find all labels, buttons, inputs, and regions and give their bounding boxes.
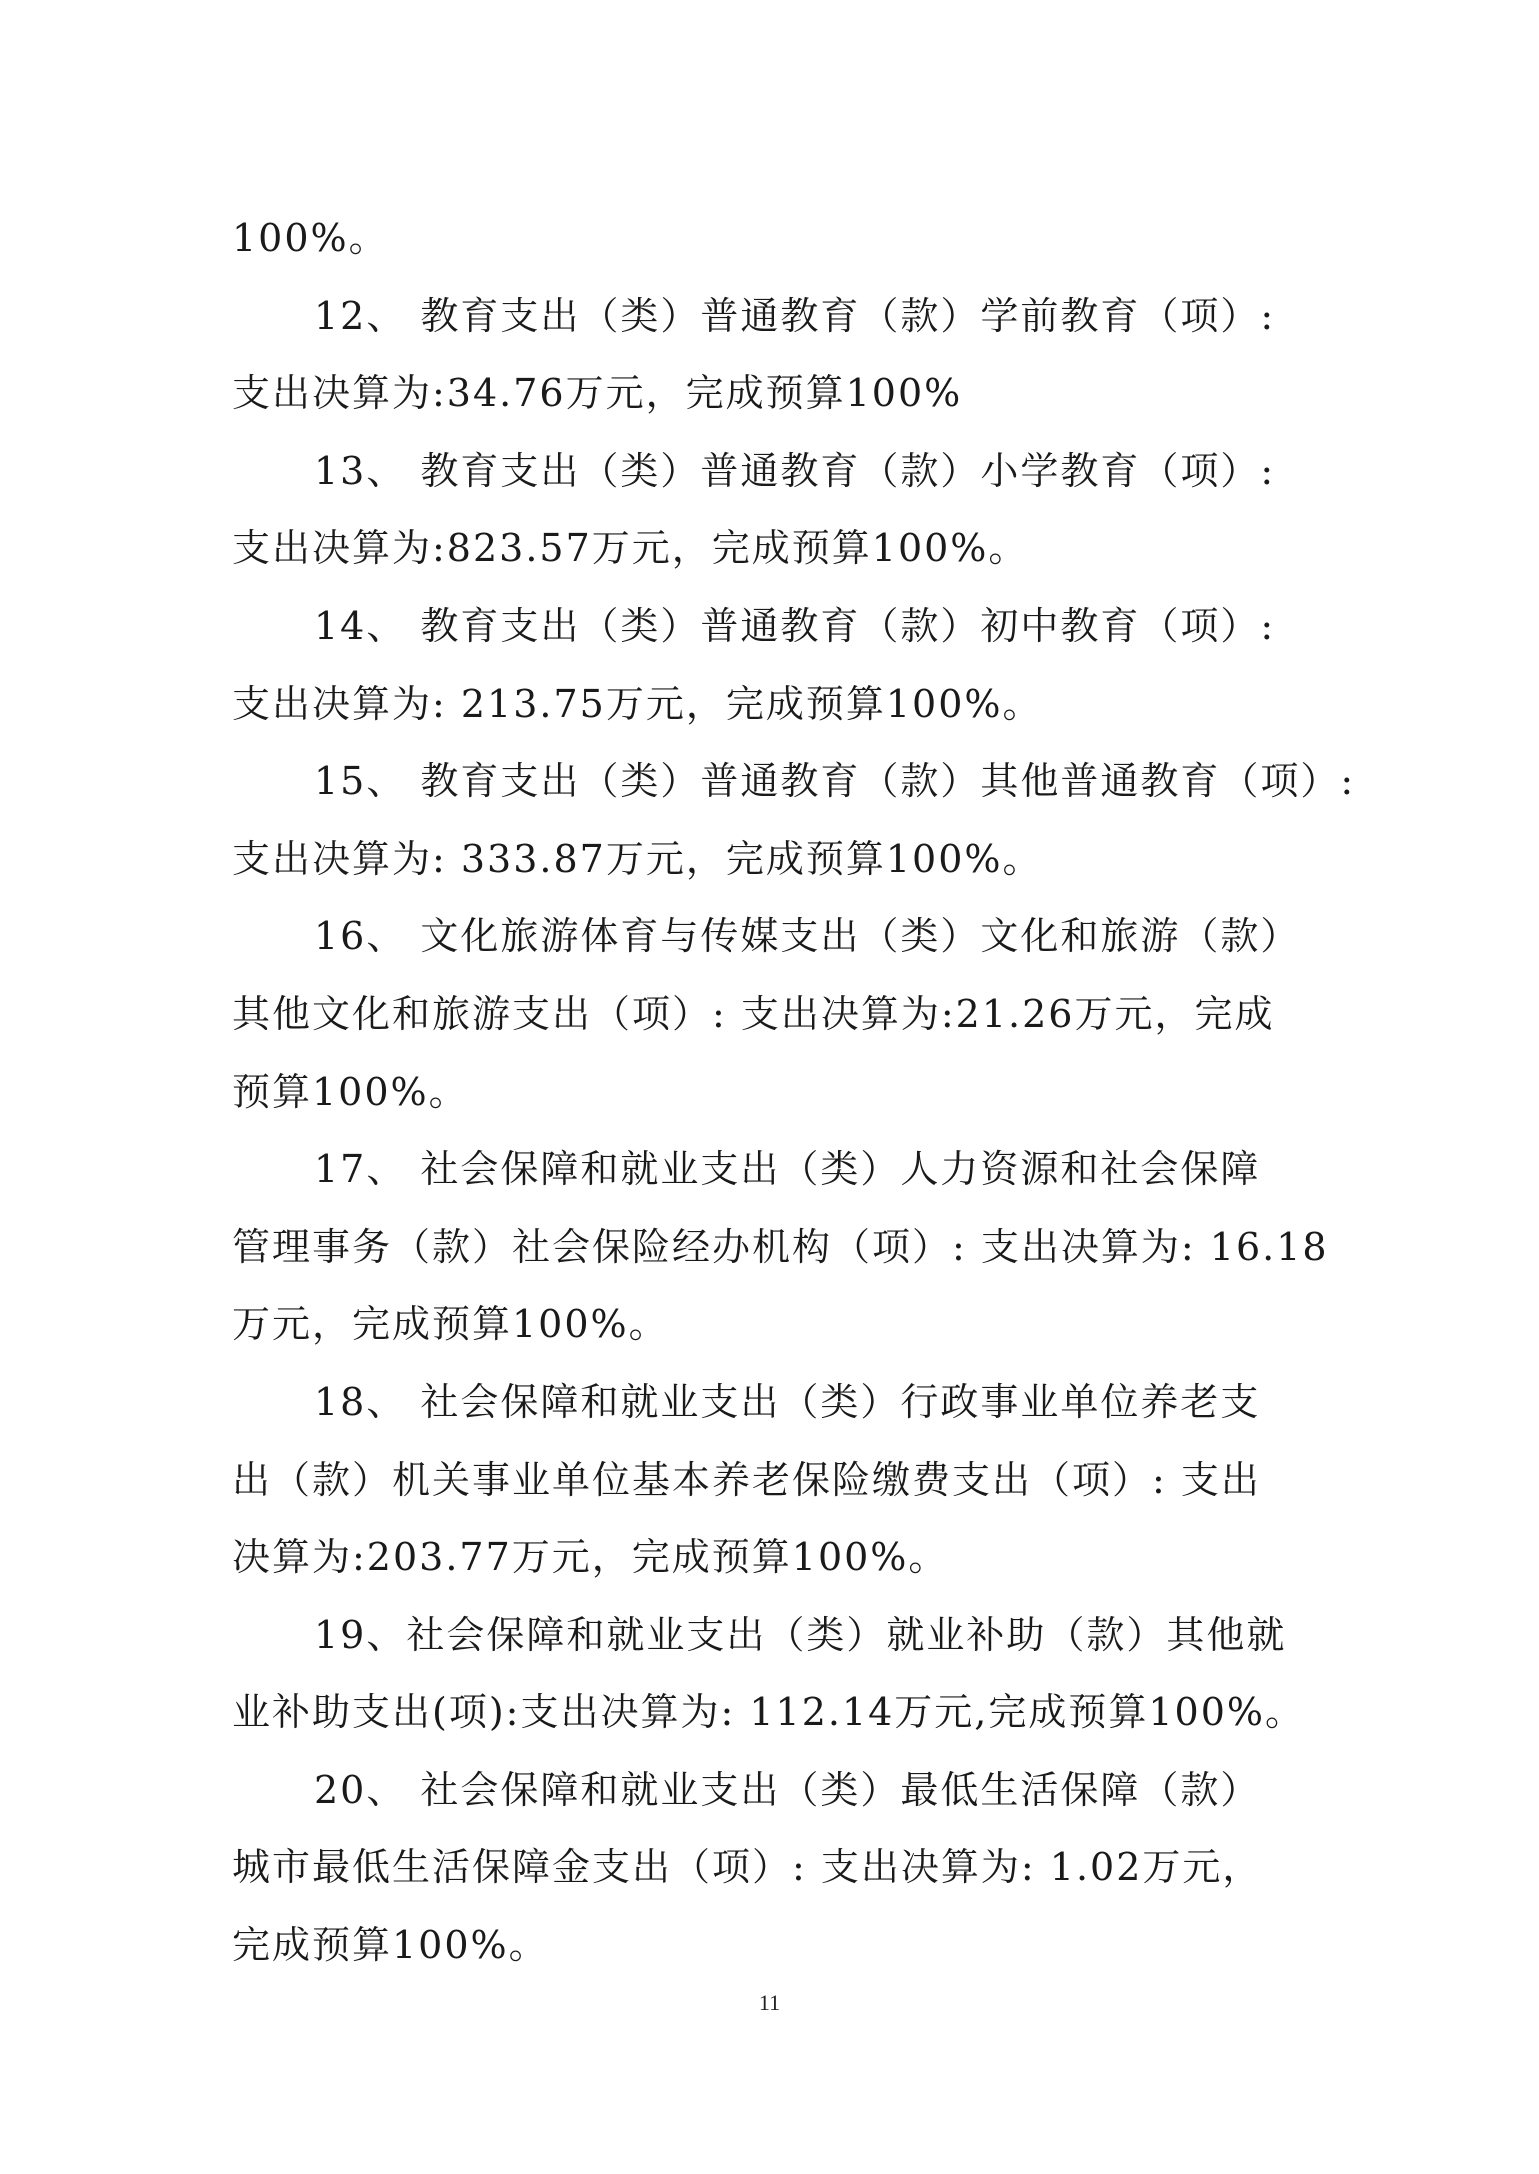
item-19-heading: 19、社会保障和就业支出（类）就业补助（款）其他就 [314, 1612, 1287, 1657]
item-17-detail: 管理事务（款）社会保险经办机构（项）: 支出决算为: 16.18 [232, 1224, 1329, 1269]
item-17-detail-end: 万元，完成预算100%。 [232, 1302, 669, 1347]
page-number: 11 [758, 1990, 781, 2015]
item-13-heading: 13、 教育支出（类）普通教育（款）小学教育（项）: [314, 448, 1276, 493]
item-14-detail: 支出决算为: 213.75万元，完成预算100%。 [232, 681, 1043, 726]
item-20-heading: 20、 社会保障和就业支出（类）最低生活保障（款） [314, 1767, 1261, 1812]
item-12-heading: 12、 教育支出（类）普通教育（款）学前教育（项）: [314, 293, 1276, 338]
item-19-detail: 业补助支出(项):支出决算为: 112.14万元,完成预算100%。 [232, 1690, 1306, 1735]
item-17-heading: 17、 社会保障和就业支出（类）人力资源和社会保障 [314, 1147, 1261, 1192]
item-18-detail: 出（款）机关事业单位基本养老保险缴费支出（项）: 支出 [232, 1457, 1261, 1502]
item-12-detail: 支出决算为:34.76万元，完成预算100% [232, 371, 963, 416]
item-14-heading: 14、 教育支出（类）普通教育（款）初中教育（项）: [314, 603, 1276, 648]
item-15-heading: 15、 教育支出（类）普通教育（款）其他普通教育（项）: [314, 759, 1356, 804]
item-18-heading: 18、 社会保障和就业支出（类）行政事业单位养老支 [314, 1379, 1261, 1424]
item-16-detail: 其他文化和旅游支出（项）: 支出决算为:21.26万元，完成 [232, 991, 1275, 1036]
item-20-detail: 城市最低生活保障金支出（项）: 支出决算为: 1.02万元， [232, 1845, 1263, 1890]
item-16-detail-end: 预算100%。 [232, 1069, 469, 1114]
item-20-detail-end: 完成预算100%。 [232, 1923, 549, 1968]
document-body [232, 200, 1356, 1985]
item-13-detail: 支出决算为:823.57万元，完成预算100%。 [232, 526, 1029, 571]
item-18-detail-end: 决算为:203.77万元，完成预算100%。 [232, 1535, 949, 1580]
item-15-detail: 支出决算为: 333.87万元，完成预算100%。 [232, 836, 1043, 881]
item-16-heading: 16、 文化旅游体育与传媒支出（类）文化和旅游（款） [314, 914, 1301, 959]
text-line: 100%。 [232, 216, 389, 260]
